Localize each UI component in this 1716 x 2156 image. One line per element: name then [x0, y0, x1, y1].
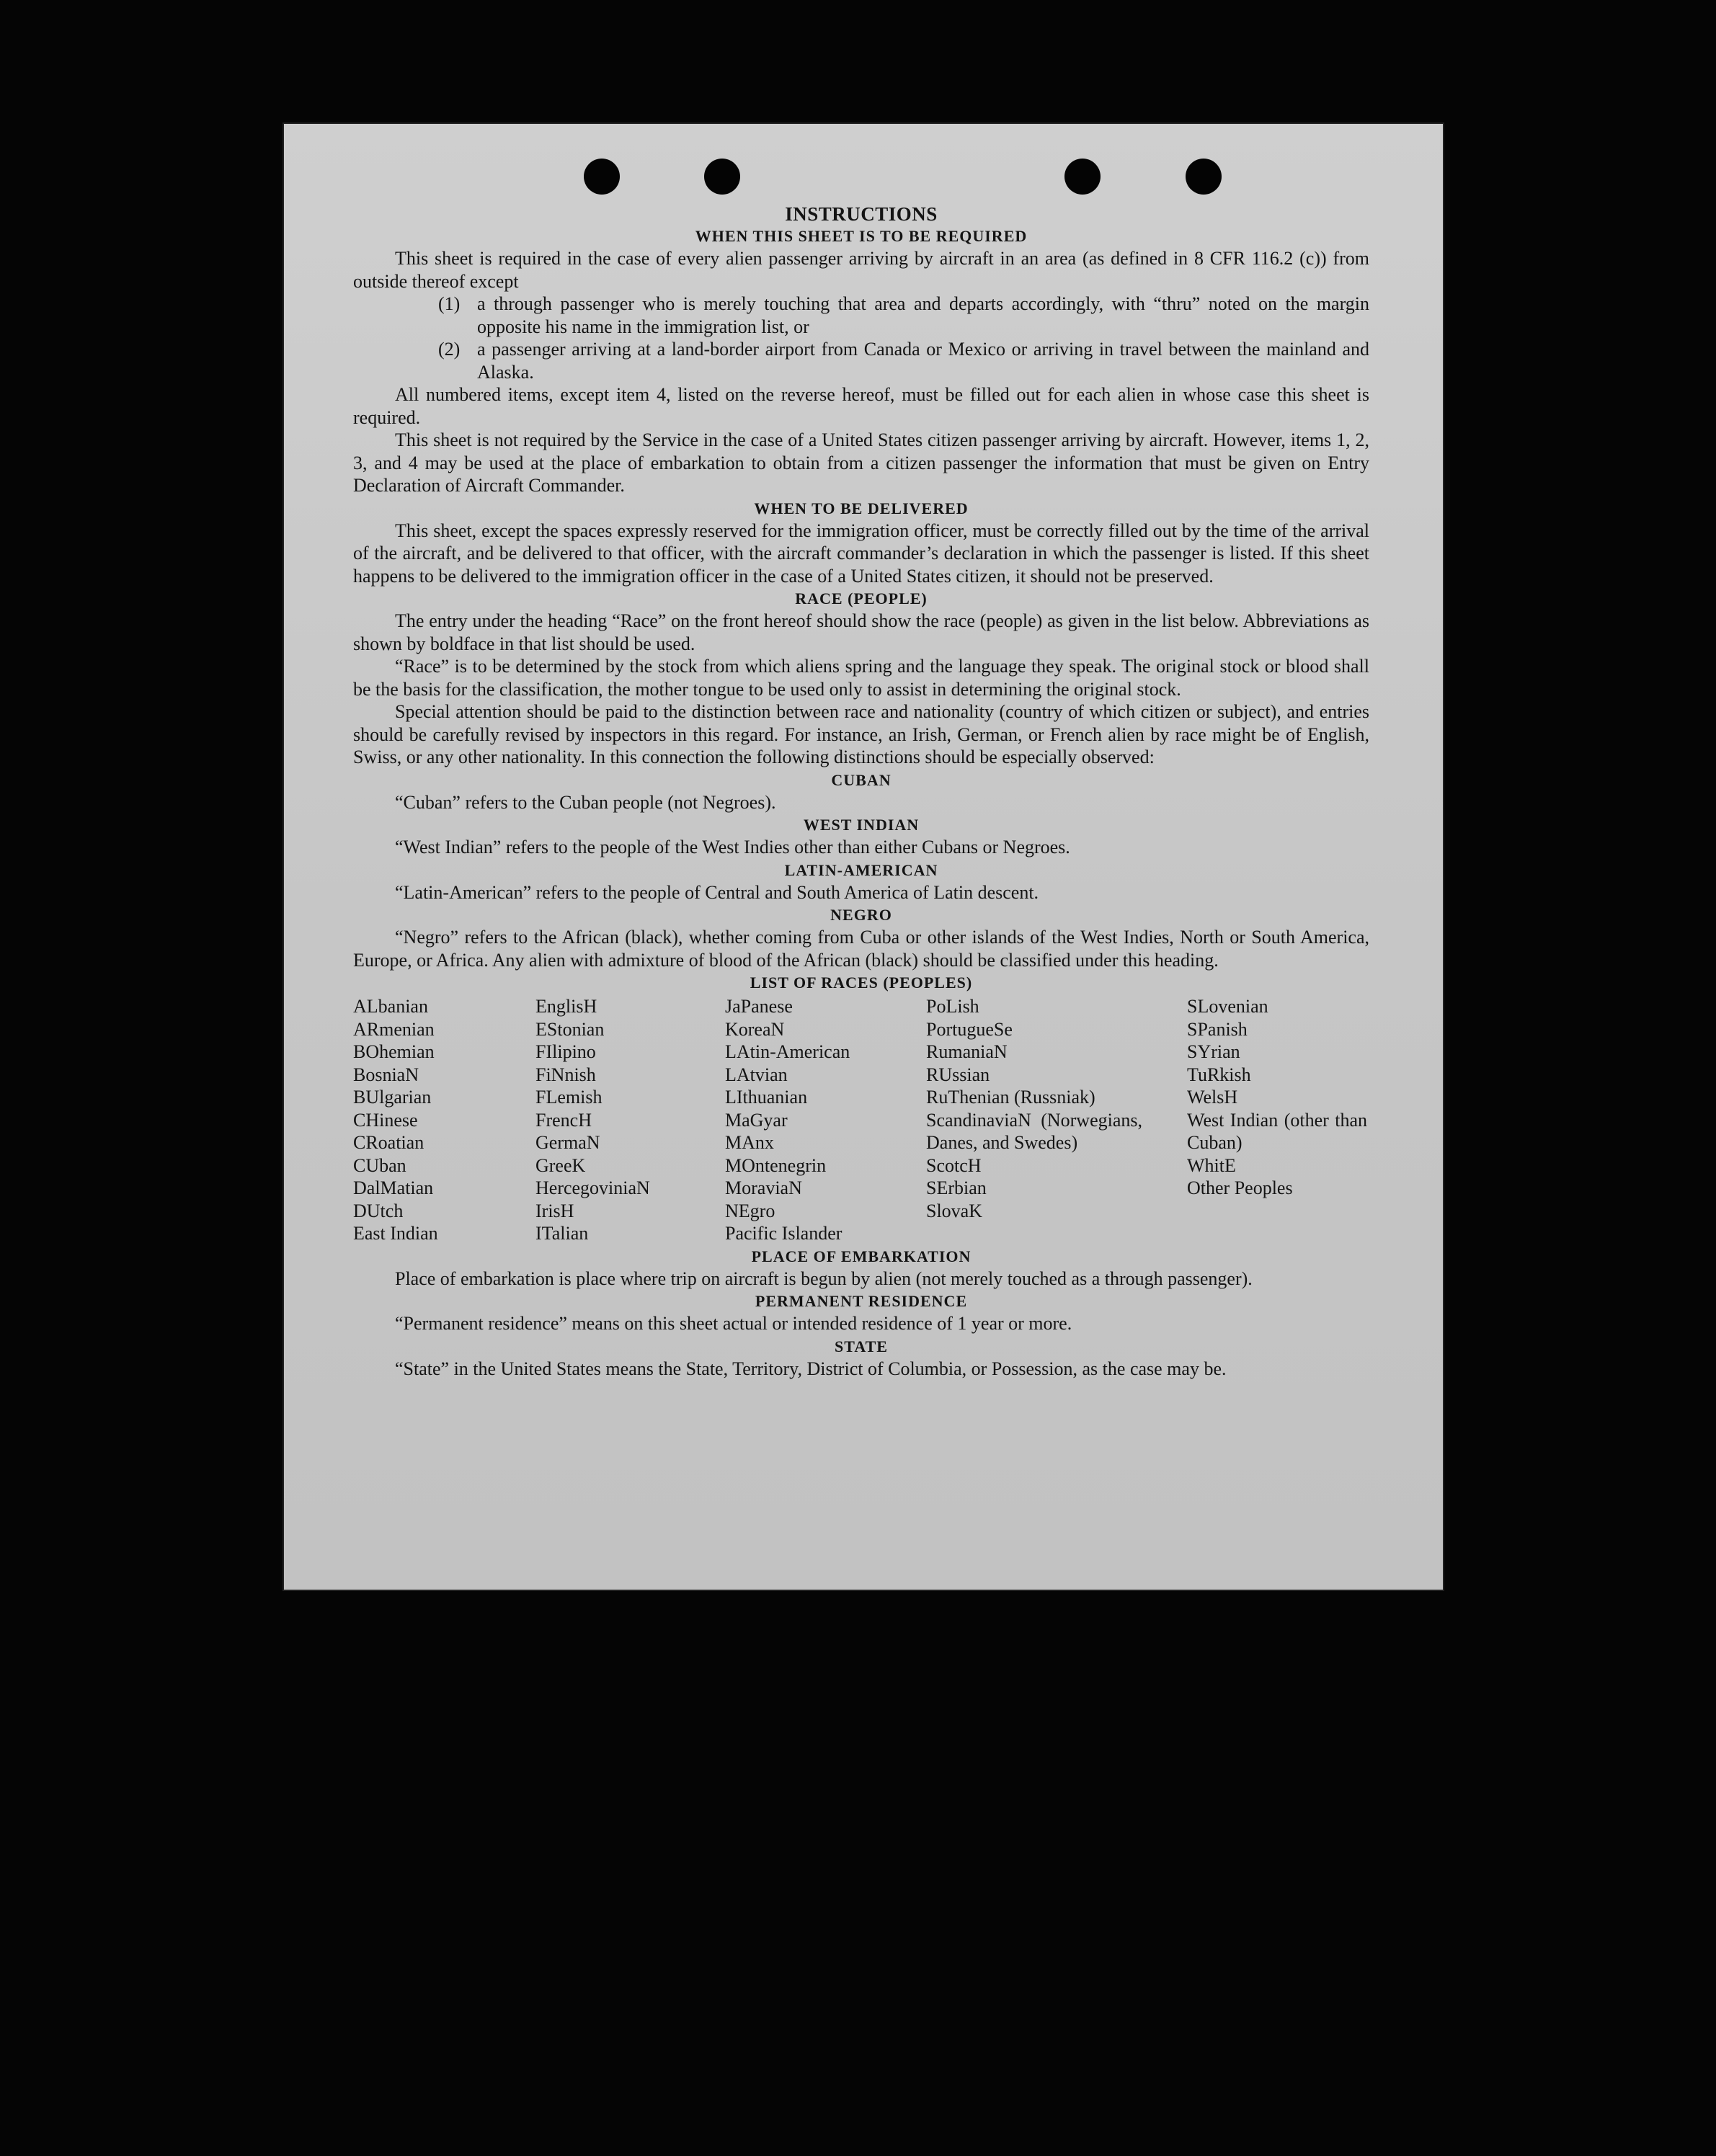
race-entry: RuThenian (Russniak): [926, 1087, 1095, 1108]
section-heading: WEST INDIAN: [803, 816, 920, 834]
races-column: [725, 995, 926, 1245]
race-entry: FrencH: [535, 1109, 592, 1131]
list-item: [438, 338, 1369, 383]
race-entry: EStonian: [535, 1018, 605, 1040]
section-heading: STATE: [835, 1337, 888, 1355]
section-heading: PERMANENT RESIDENCE: [755, 1292, 968, 1310]
paragraph: “State” in the United States means the State, Territory, District of Columbia, or Possession, as the case may be.: [395, 1358, 1227, 1379]
race-entry: FIlipino: [535, 1041, 596, 1062]
race-entry: SYrian: [1187, 1041, 1240, 1062]
race-entry: FiNnish: [535, 1064, 596, 1085]
race-entry: ScandinaviaN (Norwegians, Danes, and Swedes): [926, 1109, 1142, 1153]
race-entry: GreeK: [535, 1154, 586, 1176]
race-entry: ITalian: [535, 1223, 589, 1244]
race-entry: ALbanian: [353, 996, 428, 1017]
paragraph: “Permanent residence” means on this sheet actual or intended residence of 1 year or more.: [395, 1313, 1072, 1334]
section-heading: PLACE OF EMBARKATION: [751, 1247, 972, 1265]
race-entry: BUlgarian: [353, 1087, 432, 1108]
race-entry: LAtvian: [725, 1064, 788, 1085]
race-entry: BOhemian: [353, 1041, 435, 1062]
race-entry: Other Peoples: [1187, 1177, 1293, 1198]
race-entry: PortugueSe: [926, 1018, 1013, 1040]
race-entry: West Indian (other than Cuban): [1187, 1109, 1367, 1153]
race-entry: JaPanese: [725, 996, 793, 1017]
races-column: [353, 995, 535, 1245]
race-entry: HercegoviniaN: [535, 1177, 650, 1198]
paragraph: All numbered items, except item 4, listed on the reverse hereof, must be filled out for each alien in whose case this sheet is required.: [353, 384, 1369, 428]
race-entry: LAtin-American: [725, 1041, 850, 1062]
section-heading: WHEN THIS SHEET IS TO BE REQUIRED: [695, 227, 1028, 245]
paragraph: “Race” is to be determined by the stock from which aliens spring and the language they speak. The original stock or blood shall be the basis for the classification, the mother tongue to be used only to assist in determining the original stock.: [353, 656, 1369, 700]
race-entry: WhitE: [1187, 1154, 1236, 1176]
paragraph: “Negro” refers to the African (black), whether coming from Cuba or other islands of the West Indies, North or South America, Europe, or Africa. Any alien with admixture of blood of the African (black) should be classified under this heading.: [353, 927, 1369, 971]
section-heading: CUBAN: [831, 770, 892, 789]
race-entry: ARmenian: [353, 1018, 435, 1040]
race-entry: East Indian: [353, 1223, 438, 1244]
punch-hole: [584, 159, 620, 195]
race-entry: WelsH: [1187, 1087, 1238, 1108]
paragraph: This sheet is required in the case of every alien passenger arriving by aircraft in an area (as defined in 8 CFR 116.2 (c)) from outside thereof except: [353, 248, 1369, 292]
instructions-body: [353, 203, 1369, 1380]
paragraph: This sheet, except the spaces expressly reserved for the immigration officer, must be correctly filled out by the time of the arrival of the aircraft, and be delivered to that officer, with the aircraft commander’s declaration in which the passenger is listed. If this sheet happens to be delivered to the immigration officer in the case of a United States citizen, it should not be preserved.: [353, 520, 1369, 587]
punch-hole: [1186, 159, 1222, 195]
punch-hole: [704, 159, 740, 195]
item-text: a passenger arriving at a land-border airport from Canada or Mexico or arriving in travel between the mainland and Alaska.: [477, 339, 1369, 383]
race-entry: NEgro: [725, 1200, 775, 1221]
paragraph: Place of embarkation is place where trip on aircraft is begun by alien (not merely touched as a through passenger).: [395, 1268, 1253, 1289]
paragraph: The entry under the heading “Race” on the front hereof should show the race (people) as given in the list below. Abbreviations as shown by boldface in that list should be used.: [353, 610, 1369, 654]
race-entry: SErbian: [926, 1177, 987, 1198]
race-entry: MaGyar: [725, 1109, 788, 1131]
race-entry: LIthuanian: [725, 1087, 808, 1108]
paragraph: “West Indian” refers to the people of the West Indies other than either Cubans or Negroes.: [395, 837, 1070, 858]
race-entry: TuRkish: [1187, 1064, 1251, 1085]
race-entry: KoreaN: [725, 1018, 785, 1040]
race-entry: GermaN: [535, 1132, 600, 1153]
paragraph: “Latin-American” refers to the people of Central and South America of Latin descent.: [395, 881, 1039, 903]
item-number: (1): [438, 293, 461, 314]
race-entry: DUtch: [353, 1200, 404, 1221]
race-entry: IrisH: [535, 1200, 574, 1221]
item-number: (2): [438, 339, 461, 360]
punch-hole: [1064, 159, 1101, 195]
section-heading: LATIN-AMERICAN: [784, 860, 938, 879]
paragraph: “Cuban” refers to the Cuban people (not Negroes).: [395, 791, 776, 813]
race-entry: DalMatian: [353, 1177, 434, 1198]
item-text: a through passenger who is merely touching that area and departs accordingly, with “thru” noted on the margin opposite his name in the immigration list, or: [477, 293, 1369, 337]
race-entry: EnglisH: [535, 996, 597, 1017]
race-entry: SLovenian: [1187, 996, 1268, 1017]
race-entry: BosniaN: [353, 1064, 419, 1085]
races-column: [1187, 995, 1369, 1245]
form-sheet: [283, 122, 1444, 1591]
race-entry: MAnx: [725, 1132, 774, 1153]
race-entry: FLemish: [535, 1087, 603, 1108]
race-entry: CHinese: [353, 1109, 418, 1131]
races-list: [353, 995, 1369, 1245]
race-entry: RUssian: [926, 1064, 990, 1085]
paragraph: Special attention should be paid to the distinction between race and nationality (country of which citizen or subject), and entries should be carefully revised by inspectors in this regard. For instance, an Irish, German, or French alien by race might be of English, Swiss, or any other nationality. In this connection the following distinctions should be especially observed:: [353, 701, 1369, 767]
race-entry: MOntenegrin: [725, 1154, 827, 1176]
page-title: INSTRUCTIONS: [785, 203, 938, 225]
section-heading: RACE (PEOPLE): [795, 589, 928, 607]
section-heading: LIST OF RACES (PEOPLES): [750, 974, 973, 992]
paragraph: This sheet is not required by the Service in the case of a United States citizen passenger arriving by aircraft. However, items 1, 2, 3, and 4 may be used at the place of embarkation to obtain from a citizen passenger the information that must be given on Entry Declaration of Aircraft Commander.: [353, 429, 1369, 496]
race-entry: MoraviaN: [725, 1177, 802, 1198]
races-column: [926, 995, 1187, 1245]
section-heading: WHEN TO BE DELIVERED: [754, 499, 969, 517]
list-item: [438, 293, 1369, 338]
race-entry: ScotcH: [926, 1154, 982, 1176]
race-entry: RumaniaN: [926, 1041, 1008, 1062]
race-entry: SlovaK: [926, 1200, 982, 1221]
races-column: [535, 995, 725, 1245]
race-entry: CRoatian: [353, 1132, 424, 1153]
race-entry: CUban: [353, 1154, 406, 1176]
race-entry: Pacific Islander: [725, 1223, 843, 1244]
race-entry: SPanish: [1187, 1018, 1248, 1040]
section-heading: NEGRO: [830, 906, 892, 924]
race-entry: PoLish: [926, 996, 979, 1017]
